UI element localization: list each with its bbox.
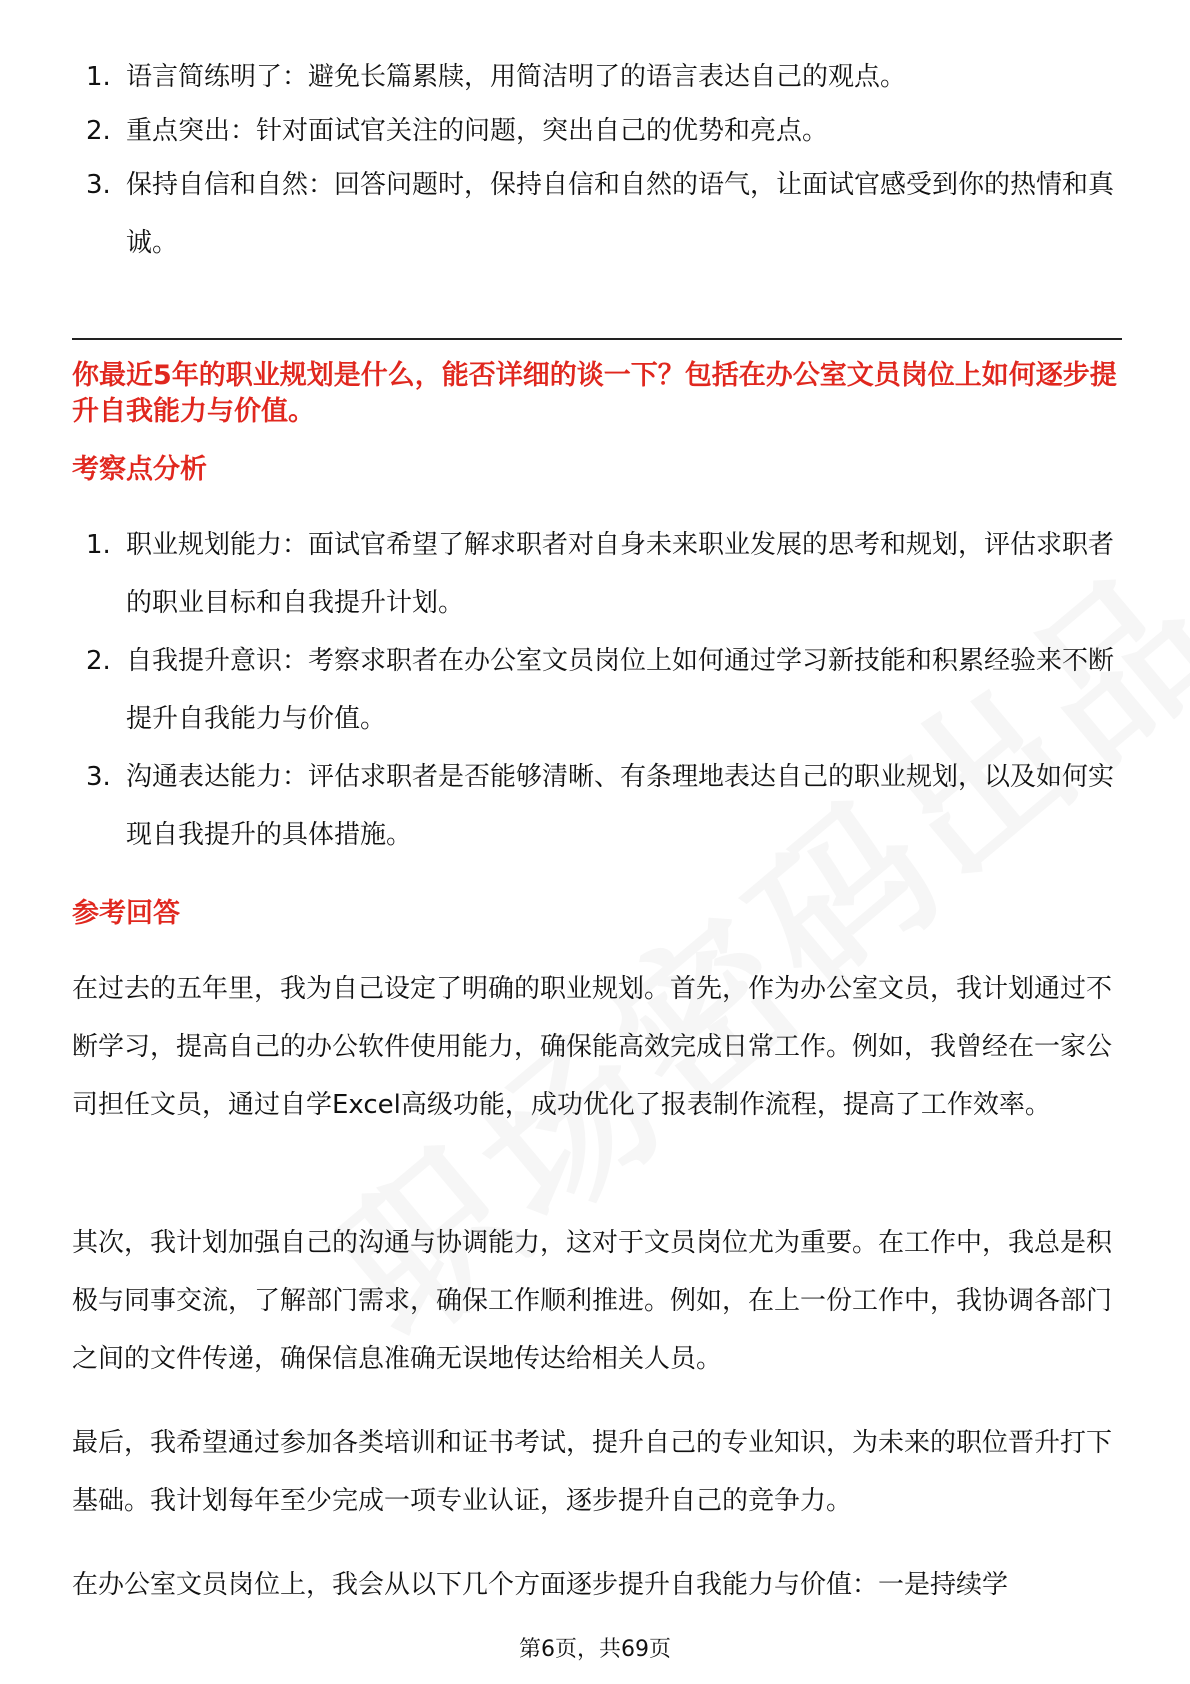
list-text: 重点突出：针对面试官关注的问题，突出自己的优势和亮点。: [126, 116, 829, 146]
answer-paragraph: 在办公室文员岗位上，我会从以下几个方面逐步提升自我能力与价值：一是持续学: [72, 1570, 1009, 1600]
answer-heading: 参考回答: [72, 898, 180, 929]
list-number: 2.: [86, 116, 111, 146]
list-item: [86, 48, 1116, 106]
section-divider: [72, 338, 1122, 340]
list-text: 保持自信和自然：回答问题时，保持自信和自然的语气，让面试官感受到你的热情和真诚。: [126, 170, 1115, 258]
list-item: [86, 632, 1116, 748]
list-number: 3.: [86, 762, 111, 792]
list-text: 沟通表达能力：评估求职者是否能够清晰、有条理地表达自己的职业规划，以及如何实现自我提升的具体措施。: [126, 762, 1115, 850]
list-text: 职业规划能力：面试官希望了解求职者对自身未来职业发展的思考和规划，评估求职者的职业目标和自我提升计划。: [126, 530, 1115, 618]
list-text: 自我提升意识：考察求职者在办公室文员岗位上如何通过学习新技能和积累经验来不断提升自我能力与价值。: [126, 646, 1115, 734]
list-number: 1.: [86, 530, 111, 560]
list-number: 1.: [86, 62, 111, 92]
page-number: 第6页，共69页: [519, 1637, 671, 1662]
list-item: [86, 748, 1116, 864]
list-number: 2.: [86, 646, 111, 676]
answer-paragraph: 最后，我希望通过参加各类培训和证书考试，提升自己的专业知识，为未来的职位晋升打下基础。我计划每年至少完成一项专业认证，逐步提升自己的竞争力。: [72, 1428, 1113, 1516]
list-item: [86, 102, 1116, 160]
interview-question: 你最近5年的职业规划是什么，能否详细的谈一下？包括在办公室文员岗位上如何逐步提升自我能力与价值。: [72, 360, 1117, 427]
answer-paragraph: 其次，我计划加强自己的沟通与协调能力，这对于文员岗位尤为重要。在工作中，我总是积极与同事交流，了解部门需求，确保工作顺利推进。例如，在上一份工作中，我协调各部门之间的文件传递，确保信息准确无误地传达给相关人员。: [72, 1228, 1113, 1374]
list-item: [86, 516, 1116, 632]
list-item: [86, 156, 1116, 272]
list-text: 语言简练明了：避免长篇累牍，用简洁明了的语言表达自己的观点。: [126, 62, 907, 92]
list-number: 3.: [86, 170, 111, 200]
analysis-heading: 考察点分析: [72, 454, 207, 485]
answer-paragraph: 在过去的五年里，我为自己设定了明确的职业规划。首先，作为办公室文员，我计划通过不断学习，提高自己的办公软件使用能力，确保能高效完成日常工作。例如，我曾经在一家公司担任文员，通过自学Excel高级功能，成功优化了报表制作流程，提高了工作效率。: [72, 974, 1113, 1120]
